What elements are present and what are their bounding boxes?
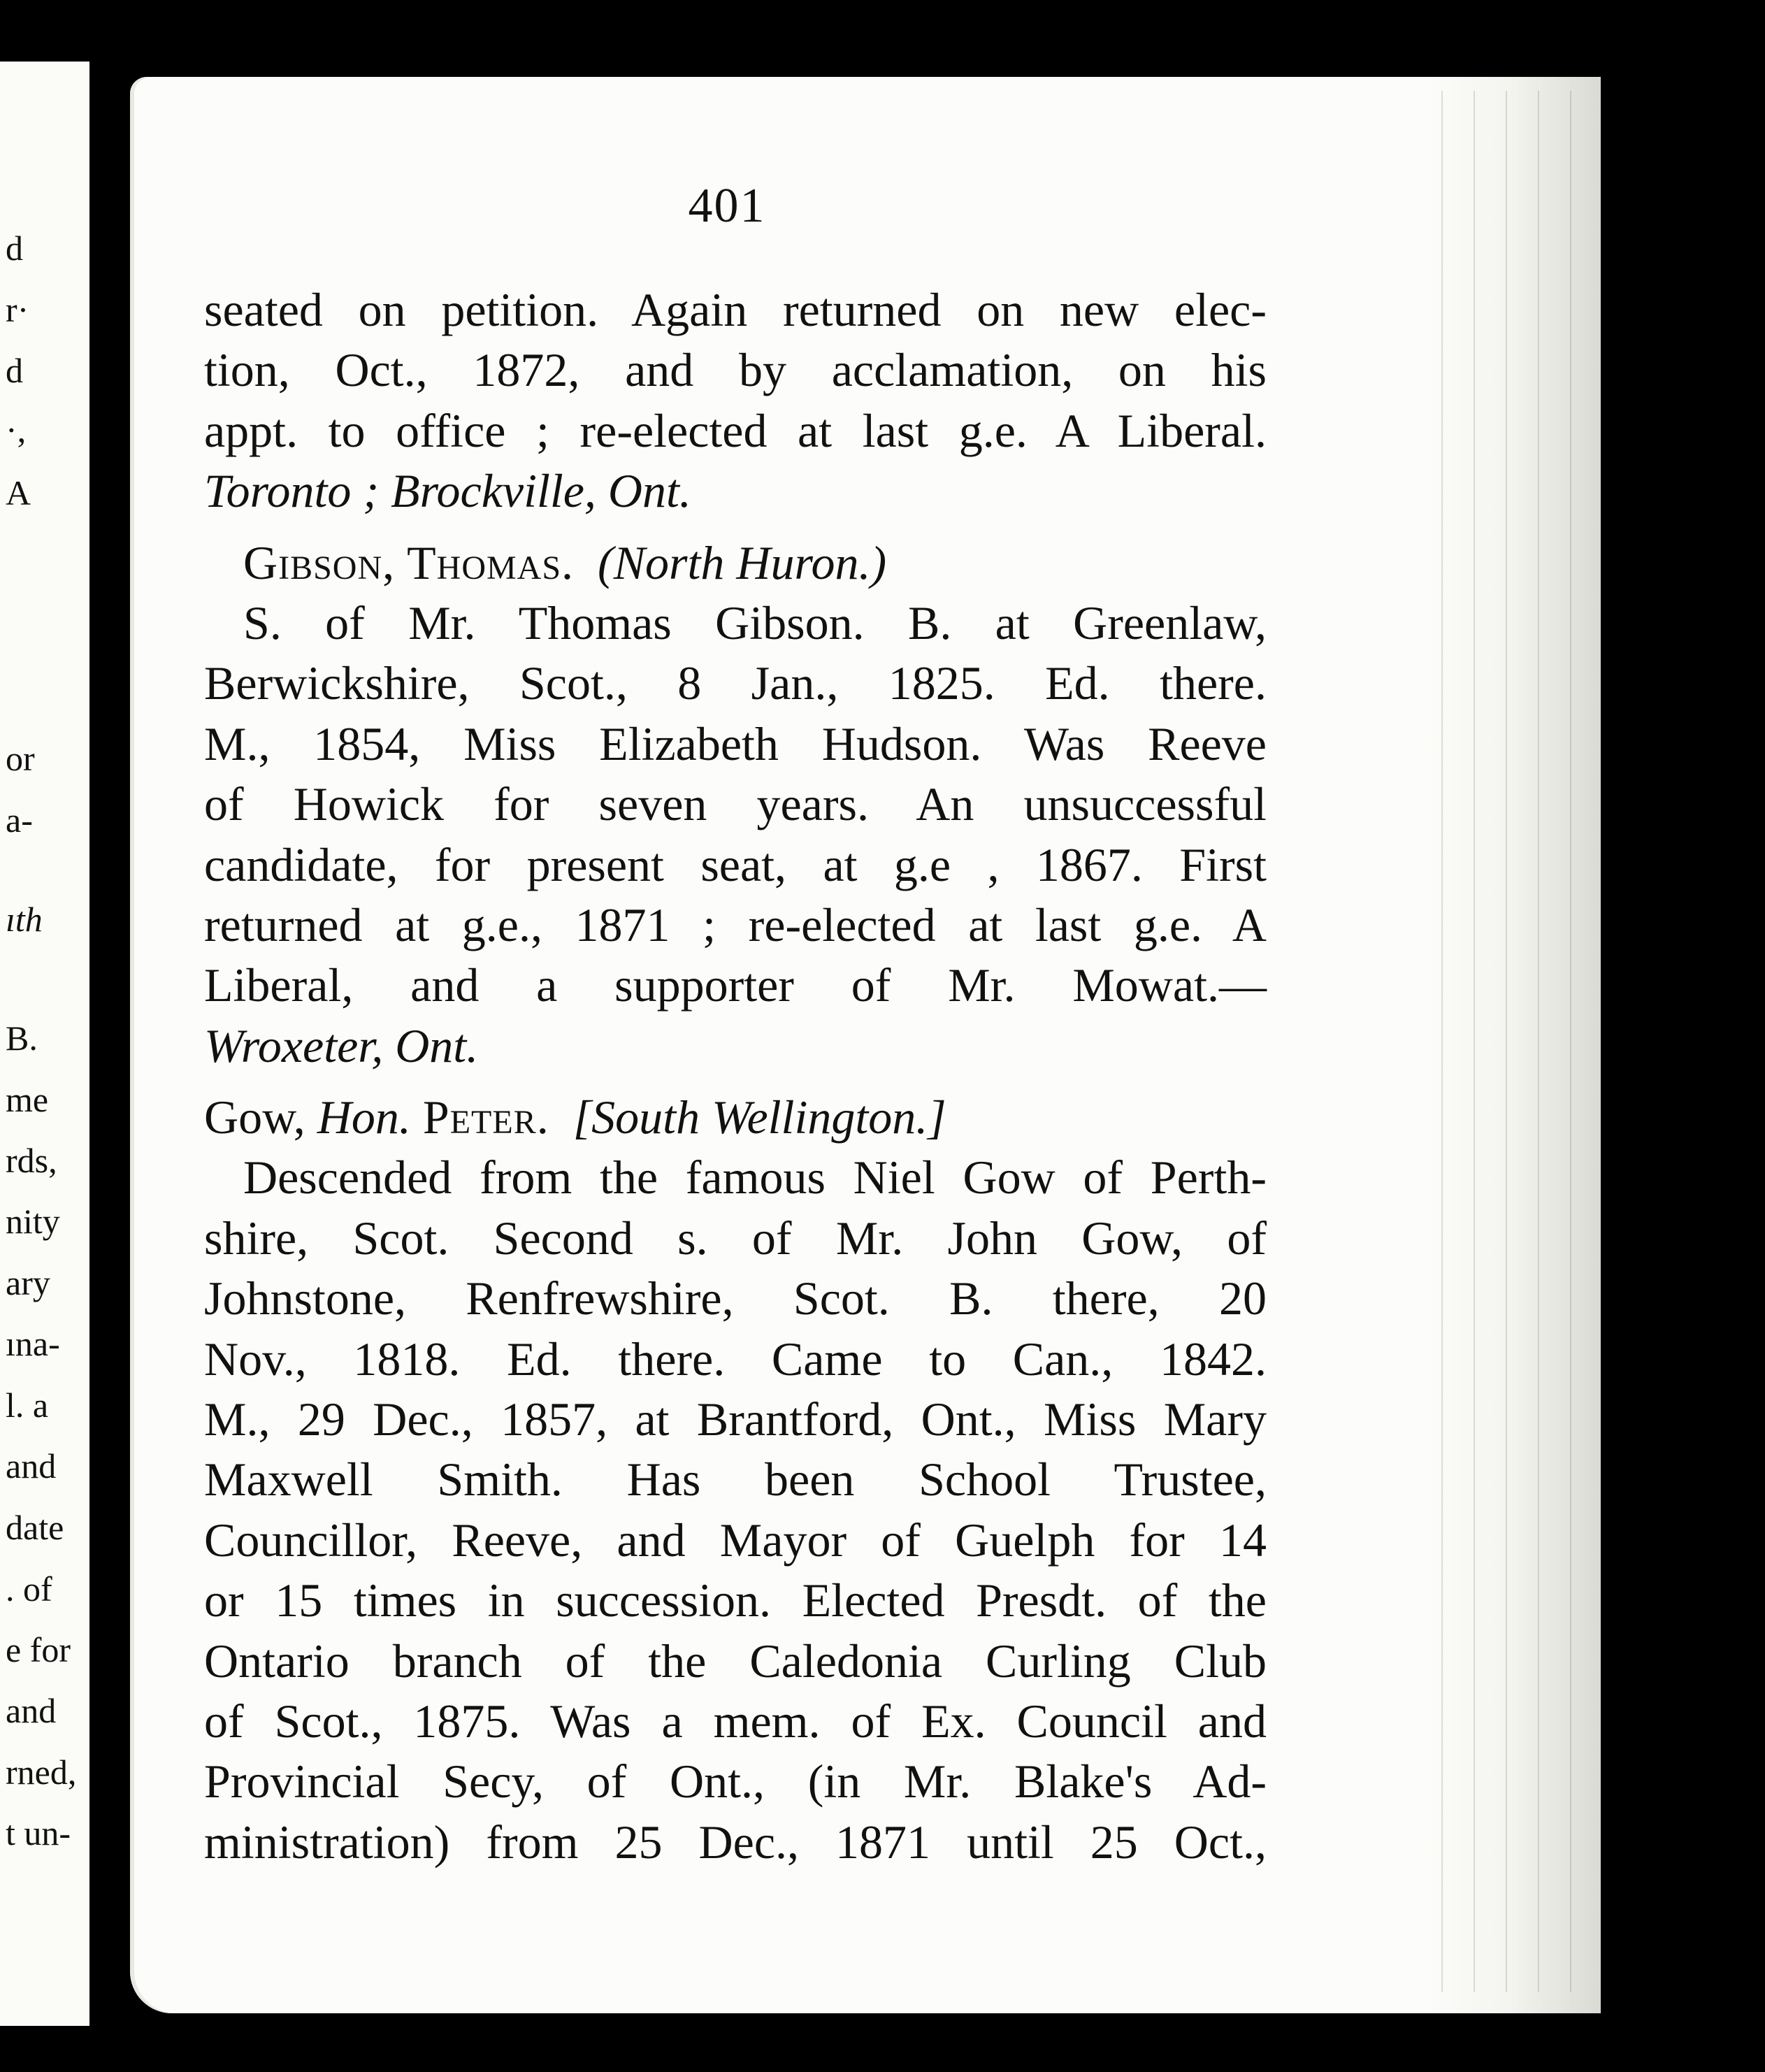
scan-background xyxy=(1601,0,1765,2072)
entry-constituency: (North Huron.) xyxy=(598,535,887,589)
body-line: Maxwell Smith. Has been School Trustee, xyxy=(204,1453,1267,1506)
entry-surname: Gibson, xyxy=(243,535,396,589)
body-line: candidate, for present seat, at g.e , 1867. First xyxy=(204,837,1267,891)
entry-honorific: Hon. xyxy=(317,1091,411,1144)
facing-page-fragment: . of xyxy=(6,1569,52,1609)
entry-surname: Gow, xyxy=(204,1091,305,1144)
facing-page-fragment: B. xyxy=(6,1019,38,1058)
entry-spacer xyxy=(204,521,1267,533)
facing-page-fragment: or xyxy=(6,739,35,778)
facing-page-fragment: me xyxy=(6,1080,49,1119)
body-line: Descended from the famous Niel Gow of Perth- xyxy=(243,1151,1267,1204)
page-fore-edge-lines xyxy=(1426,91,1594,1992)
body-line: of Howick for seven years. An unsuccessful xyxy=(204,777,1267,831)
facing-page-fragment: rds, xyxy=(6,1141,57,1180)
facing-page-fragment: rned, xyxy=(6,1753,77,1792)
body-line: appt. to office ; re-elected at last g.e. A Liberal. xyxy=(204,403,1267,457)
body-line: returned at g.e., 1871 ; re-elected at last g.e. A xyxy=(204,898,1267,951)
body-line: Berwickshire, Scot., 8 Jan., 1825. Ed. there. xyxy=(204,656,1267,710)
entry-constituency: [South Wellington.] xyxy=(572,1091,946,1144)
entry-given-name: Thomas. xyxy=(407,535,575,589)
facing-page-fragment: ary xyxy=(6,1263,50,1302)
facing-page-fragment: d xyxy=(6,351,23,390)
entry-heading xyxy=(204,1087,1267,1147)
body-line: M., 1854, Miss Elizabeth Hudson. Was Reeve xyxy=(204,717,1267,770)
body-line: seated on petition. Again returned on new elec- xyxy=(204,283,1267,336)
facing-page-fragment: nity xyxy=(6,1202,60,1241)
body-line: M., 29 Dec., 1857, at Brantford, Ont., Miss Mary xyxy=(204,1393,1267,1446)
page-text xyxy=(204,280,1267,1872)
body-line: Nov., 1818. Ed. there. Came to Can., 1842. xyxy=(204,1332,1267,1386)
entry-heading xyxy=(204,533,1267,593)
body-line: S. of Mr. Thomas Gibson. B. at Greenlaw, xyxy=(243,596,1267,649)
body-line: Ontario branch of the Caledonia Curling Club xyxy=(204,1634,1267,1688)
facing-page-fragment: t un- xyxy=(6,1813,71,1852)
facing-page-fragment: A xyxy=(6,473,31,512)
body-line: Councillor, Reeve, and Mayor of Guelph for 14 xyxy=(204,1513,1267,1567)
facing-page-fragment: date xyxy=(6,1508,64,1547)
residence-line: Wroxeter, Ont. xyxy=(204,1019,479,1072)
body-line: shire, Scot. Second s. of Mr. John Gow, of xyxy=(204,1211,1267,1265)
entry-given-name: Peter. xyxy=(422,1091,549,1144)
body-line: Johnstone, Renfrewshire, Scot. B. there, 20 xyxy=(204,1272,1267,1325)
residence-line: Toronto ; Brockville, Ont. xyxy=(204,464,691,518)
facing-page-fragment: ıth xyxy=(6,900,43,939)
facing-page-fragment: ına- xyxy=(6,1324,60,1363)
entry-spacer xyxy=(204,1076,1267,1087)
body-line: ministration) from 25 Dec., 1871 until 25 Oct., xyxy=(204,1815,1267,1869)
facing-page-fragment: ·, xyxy=(6,410,27,449)
facing-page-fragment: e for xyxy=(6,1630,71,1669)
body-line: or 15 times in succession. Elected Presdt. of the xyxy=(204,1574,1267,1627)
page-number: 401 xyxy=(688,179,766,233)
facing-page-fragment: d xyxy=(6,229,23,268)
body-line: tion, Oct., 1872, and by acclamation, on his xyxy=(204,343,1267,397)
facing-page-fragment: and xyxy=(6,1691,57,1730)
body-line: Liberal, and a supporter of Mr. Mowat.— xyxy=(204,958,1267,1012)
facing-page-fragment: and xyxy=(6,1446,57,1485)
body-line: Provincial Secy, of Ont., (in Mr. Blake's Ad- xyxy=(204,1755,1267,1808)
facing-page-fragment: r· xyxy=(6,290,29,329)
body-line: of Scot., 1875. Was a mem. of Ex. Council and xyxy=(204,1694,1267,1748)
facing-page-fragment: l. a xyxy=(6,1386,49,1425)
facing-page-fragment: a- xyxy=(6,800,33,840)
